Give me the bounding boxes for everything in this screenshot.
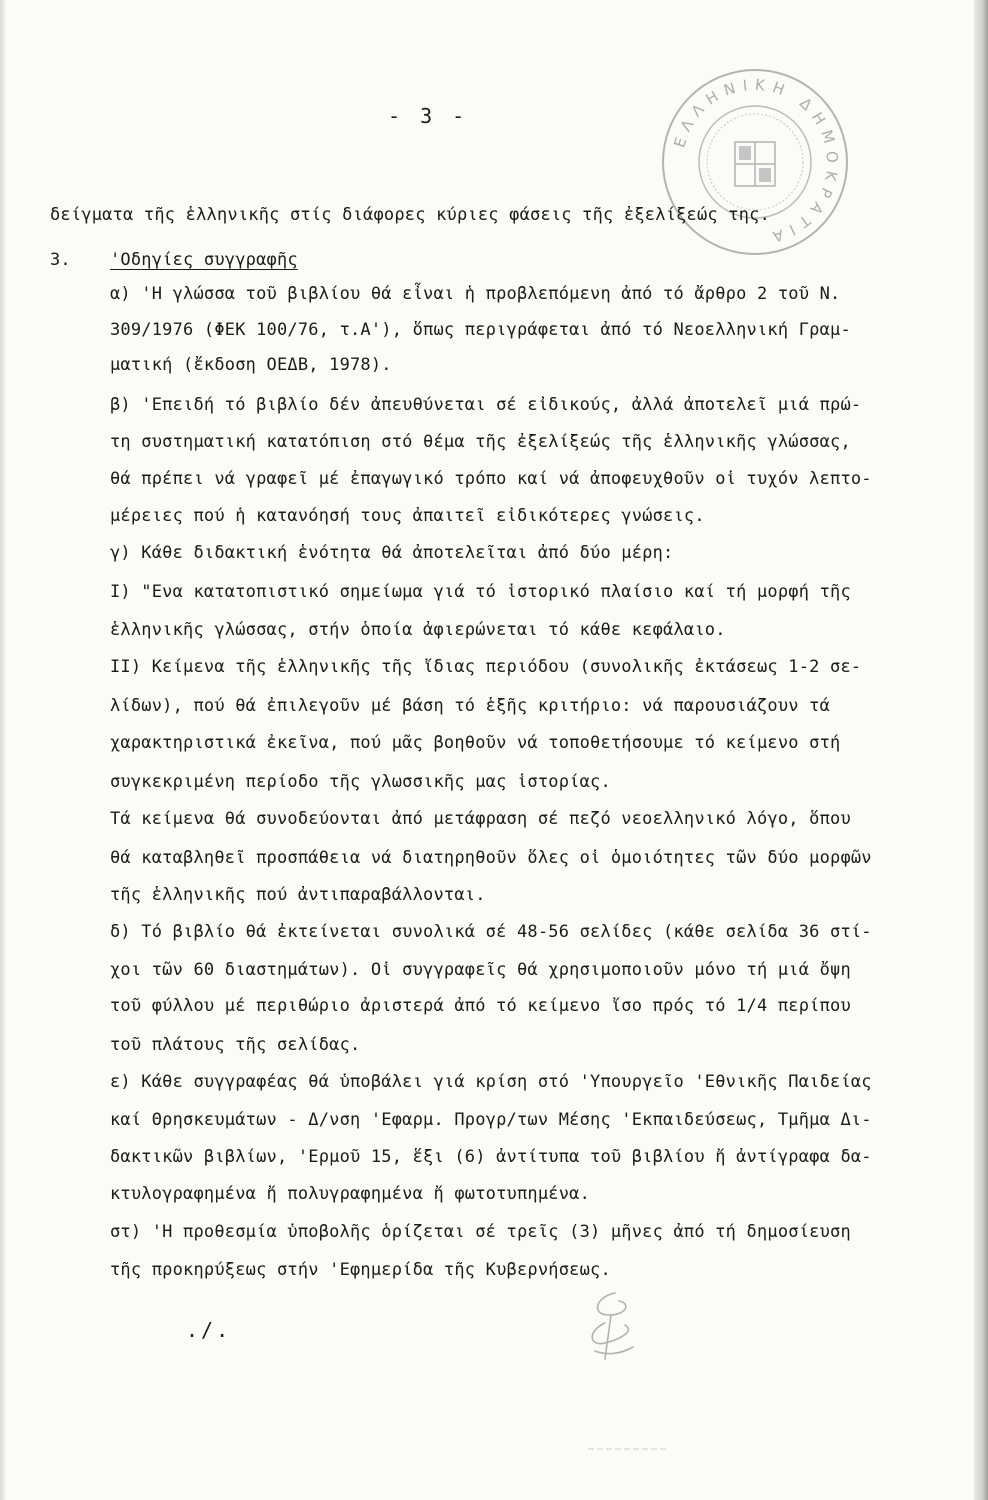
page-number: - 3 - xyxy=(388,104,469,128)
text-line: II) Κείμενα τῆς ἑλληνικῆς τῆς ἴδιας περιόδου (συνολικῆς ἐκτάσεως 1-2 σε- xyxy=(110,657,862,677)
text-line: στ) 'Η προθεσμία ὑποβολῆς ὁρίζεται σέ τρεῖς (3) μῆνες ἀπό τή δημοσίευση xyxy=(110,1222,851,1242)
page-left-shadow xyxy=(0,0,6,1500)
text-line: ἑλληνικῆς γλώσσας, στήν ὁποία ἀφιερώνεται τό κάθε κεφάλαιο. xyxy=(110,620,726,640)
text-line: τῆς ἑλληνικῆς πού ἀντιπαραβάλλονται. xyxy=(110,885,486,905)
text-line: συγκεκριμένη περίοδο τῆς γλωσσικῆς μας ἱστορίας. xyxy=(110,772,611,792)
seal-text: ΕΛΛΗΝΙΚΗ ΔΗΜΟΚΡΑΤΙΑ xyxy=(670,75,842,248)
text-line: α) 'Η γλώσσα τοῦ βιβλίου θά εἶναι ἡ προβλεπόμενη ἀπό τό ἄρθρο 2 τοῦ Ν. xyxy=(110,284,841,304)
text-line: ματική (ἔκδοση ΟΕΔΒ, 1978). xyxy=(110,355,392,375)
text-line: τη συστηματική κατατόπιση στό θέμα τῆς ἐξελίξεώς τῆς ἑλληνικῆς γλώσσας, xyxy=(110,432,851,452)
text-line: θά πρέπει νά γραφεῖ μέ ἐπαγωγικό τρόπο καί νά ἀποφευχθοῦν οἱ τυχόν λεπτο- xyxy=(110,469,872,489)
official-seal-stamp xyxy=(655,62,855,262)
intro-line: δείγματα τῆς ἑλληνικῆς στίς διάφορες κύριες φάσεις τῆς ἐξελίξεώς της. xyxy=(50,205,771,225)
text-line: β) 'Επειδή τό βιβλίο δέν ἀπευθύνεται σέ εἰδικούς, ἀλλά ἀποτελεῖ μιά πρώ- xyxy=(110,395,862,415)
text-line: τοῦ πλάτους τῆς σελίδας. xyxy=(110,1035,361,1055)
page-right-shadow xyxy=(974,0,988,1500)
text-line: 309/1976 (ΦΕΚ 100/76, τ.Α'), ὅπως περιγράφεται ἀπό τό Νεοελληνική Γραμ- xyxy=(110,320,851,340)
text-line: ε) Κάθε συγγραφέας θά ὑποβάλει γιά κρίση στό 'Υπουργεῖο 'Εθνικῆς Παιδείας xyxy=(110,1072,872,1092)
text-line: λίδων), πού θά ἐπιλεγοῦν μέ βάση τό ἑξῆς κριτήριο: νά παρουσιάζουν τά xyxy=(110,696,831,716)
text-line: δ) Τό βιβλίο θά ἐκτείνεται συνολικά σέ 48-56 σελίδες (κάθε σελίδα 36 στί- xyxy=(110,922,872,942)
text-line: δακτικῶν βιβλίων, 'Ερμοῦ 15, ἕξι (6) ἀντίτυπα τοῦ βιβλίου ἤ ἀντίγραφα δα- xyxy=(110,1147,872,1167)
continuation-mark: ./. xyxy=(186,1318,232,1342)
text-line: μέρειες πού ἡ κατανόησή τους ἀπαιτεῖ εἰδικότερες γνώσεις. xyxy=(110,506,705,526)
section-number: 3. xyxy=(50,250,71,270)
text-line: καί Θρησκευμάτων - Δ/νση 'Εφαρμ. Προγρ/των Μέσης 'Εκπαιδεύσεως, Τμῆμα Δι- xyxy=(110,1110,872,1130)
scan-artifact-line xyxy=(588,1446,668,1452)
text-line: τῆς προκηρύξεως στήν 'Εφημερίδα τῆς Κυβερνήσεως. xyxy=(110,1260,611,1280)
handwritten-signature xyxy=(575,1285,645,1365)
section-title: 'Οδηγίες συγγραφῆς xyxy=(110,250,298,270)
text-line: χοι τῶν 60 διαστημάτων). Οἱ συγγραφεῖς θά χρησιμοποιοῦν μόνο τή μιά ὄψη xyxy=(110,960,851,980)
text-line: κτυλογραφημένα ἤ πολυγραφημένα ἤ φωτοτυπημένα. xyxy=(110,1184,591,1204)
text-line: γ) Κάθε διδακτική ἑνότητα θά ἀποτελεῖται ἀπό δύο μέρη: xyxy=(110,543,674,563)
text-line: τοῦ φύλλου μέ περιθώριο ἀριστερά ἀπό τό κείμενο ἴσο πρός τό 1/4 περίπου xyxy=(110,996,851,1016)
text-line: θά καταβληθεῖ προσπάθεια νά διατηρηθοῦν ὅλες οἱ ὁμοιότητες τῶν δύο μορφῶν xyxy=(110,848,872,868)
text-line: χαρακτηριστικά ἐκεῖνα, πού μᾶς βοηθοῦν νά τοποθετήσουμε τό κείμενο στή xyxy=(110,733,841,753)
text-line: I) "Ενα κατατοπιστικό σημείωμα γιά τό ἱστορικό πλαίσιο καί τή μορφή τῆς xyxy=(110,582,851,602)
text-line: Τά κείμενα θά συνοδεύονται ἀπό μετάφραση σέ πεζό νεοελληνικό λόγο, ὅπου xyxy=(110,809,851,829)
